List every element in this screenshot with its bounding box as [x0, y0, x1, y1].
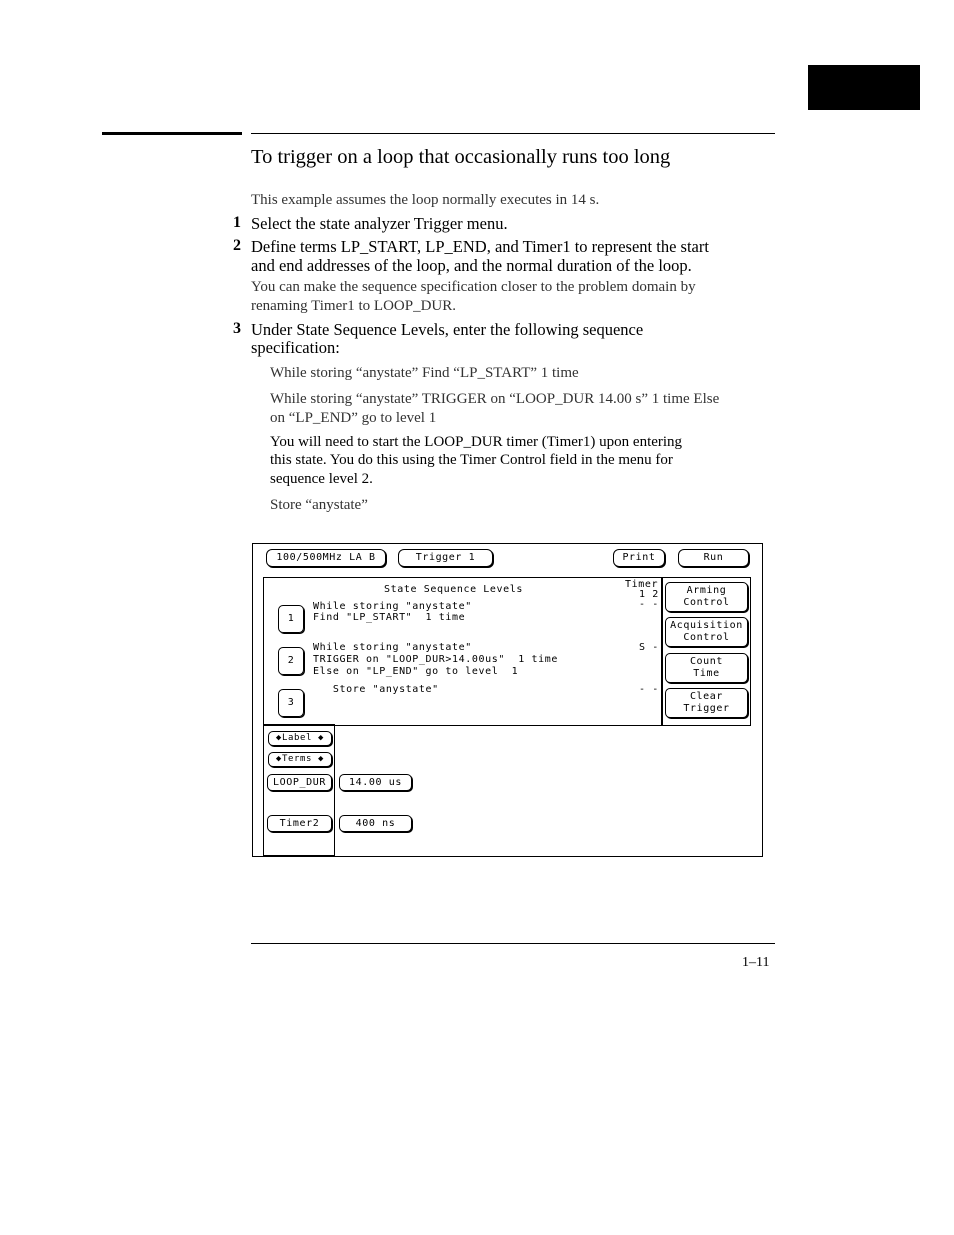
intro-text: This example assumes the loop normally executes in 14 s. [251, 192, 600, 208]
timer2-value-field[interactable]: 400 ns [339, 815, 412, 832]
run-button[interactable]: Run [678, 549, 749, 567]
level-3-line-1: Store "anystate" [313, 684, 439, 695]
level-1-timer: - - [639, 599, 659, 610]
clear-trigger-line-2: Trigger [683, 703, 730, 714]
spec-level-1: While storing “anystate” Find “LP_START” 1 time [270, 365, 579, 381]
timer-label: Timer [625, 579, 659, 590]
step-2-line-1: Define terms LP_START, LP_END, and Timer1 to represent the start [251, 237, 709, 256]
label-scroll-button[interactable]: ◆Label ◆ [268, 731, 332, 746]
section-rule-thick [102, 132, 242, 135]
analyzer-select-button[interactable]: 100/500MHz LA B [266, 549, 386, 567]
level-1-line-1: While storing "anystate" [313, 601, 472, 612]
spec-note-line-3: sequence level 2. [270, 471, 373, 487]
page-number: 1–11 [742, 955, 770, 970]
acquisition-control-button[interactable] [665, 617, 748, 647]
step-2-line-2: and end addresses of the loop, and the normal duration of the loop. [251, 256, 692, 275]
level-2-line-3: Else on "LP_END" go to level 1 [313, 666, 519, 677]
level-3-timer: - - [639, 684, 659, 695]
timer2-term-button[interactable]: Timer2 [267, 815, 332, 832]
terms-scroll-button[interactable]: ◆Terms ◆ [268, 752, 332, 767]
section-rule [251, 133, 775, 134]
section-title: To trigger on a loop that occasionally runs too long [251, 146, 671, 168]
clear-trigger-button[interactable] [665, 688, 748, 718]
arming-control-line-2: Control [683, 597, 730, 608]
analyzer-screen [252, 543, 763, 857]
level-1-button[interactable]: 1 [278, 605, 304, 633]
step-2-note-line-2: renaming Timer1 to LOOP_DUR. [251, 298, 457, 314]
chapter-tab [808, 65, 920, 110]
step-3-line-1: Under State Sequence Levels, enter the following sequence [251, 320, 644, 339]
step-1-number: 1 [233, 214, 241, 231]
level-2-button[interactable]: 2 [278, 647, 304, 675]
step-2-number: 2 [233, 237, 241, 254]
loop-dur-term-button[interactable]: LOOP_DUR [267, 774, 332, 791]
level-2-line-2: TRIGGER on "LOOP_DUR>14.00us" 1 time [313, 654, 558, 665]
level-1-line-2: Find "LP_START" 1 time [313, 612, 466, 623]
spec-level-2-line-2: on “LP_END” go to level 1 [270, 410, 437, 426]
trigger-menu-button[interactable]: Trigger 1 [398, 549, 493, 567]
spec-level-2-line-1: While storing “anystate” TRIGGER on “LOOP_DUR 14.00 s” 1 time Else [270, 391, 720, 407]
spec-note-line-2: this state. You do this using the Timer Control field in the menu for [270, 452, 673, 468]
count-time-line-1: Count [689, 656, 724, 667]
count-time-button[interactable] [665, 653, 748, 683]
spec-level-3: Store “anystate” [270, 497, 368, 513]
step-3-number: 3 [233, 320, 241, 337]
step-3-line-2: specification: [251, 338, 340, 357]
acquisition-control-line-1: Acquisition [670, 620, 743, 631]
clear-trigger-line-1: Clear [689, 691, 724, 702]
arming-control-button[interactable] [665, 582, 748, 612]
arming-control-line-1: Arming [686, 585, 727, 596]
step-1-text: Select the state analyzer Trigger menu. [251, 214, 508, 233]
sequence-heading: State Sequence Levels [384, 584, 524, 595]
step-2-note-line-1: You can make the sequence specification closer to the problem domain by [251, 279, 696, 295]
level-2-line-1: While storing "anystate" [313, 642, 472, 653]
print-button[interactable]: Print [613, 549, 665, 567]
spec-note-line-1: You will need to start the LOOP_DUR timer (Timer1) upon entering [270, 434, 683, 450]
loop-dur-value-field[interactable]: 14.00 us [339, 774, 412, 791]
level-3-button[interactable]: 3 [278, 689, 304, 717]
level-2-timer: S - [639, 642, 659, 653]
count-time-line-2: Time [693, 668, 720, 679]
footer-rule [251, 943, 775, 944]
acquisition-control-line-2: Control [683, 632, 730, 643]
timer-columns: 1 2 [639, 589, 659, 600]
